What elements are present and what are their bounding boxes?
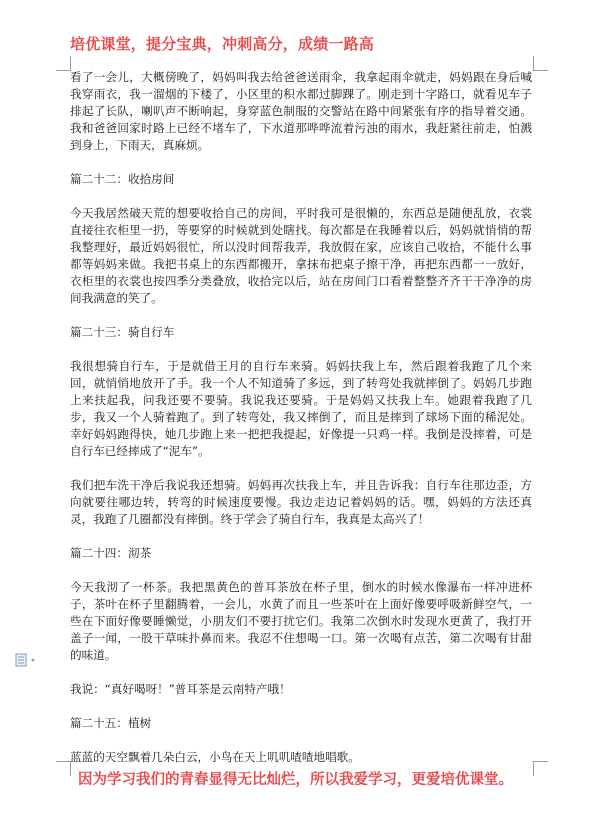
section-heading: 篇二十三：骑自行车 — [70, 325, 175, 339]
paragraph: 我说：“真好喝呀！”普耳茶是云南特产哦！ — [70, 682, 291, 696]
crop-mark-icon — [56, 761, 71, 776]
section-heading: 篇二十四：沏茶 — [70, 546, 152, 560]
paragraph: 今天我居然破天荒的想要收拾自己的房间，平时我可是很懒的，东西总是随便乱放，衣裳直接往衣柜里一扔，等要穿的时候就到处瞎找。每次都是在我睡着以后，妈妈就悄悄的帮我整理好，最近妈妈很忙，所以没时间帮我弄，我放假在家，应该自己收拾，不能什么事都等妈妈来做。我把书桌上的东西都搬开，拿抹布把桌子擦干净，再把东西都一一放好，衣柜里的衣裳也按四季分类叠放，收拾完以后，站在房间门口看着整整齐齐干干净净的房间我满意的笑了。 — [70, 206, 532, 305]
paragraph: 今天我沏了一杯茶。我把黑黄色的普耳茶放在杯子里，倒水的时候水像瀑布一样冲进杯子，茶叶在杯子里翻腾着，一会儿，水黄了而且一些茶叶在上面好像要呼吸新鲜空气，一些在下面好像要睡懒觉，小朋友们不要打扰它们。我第二次倒水时发现水更黄了，我打开盖子一闻，一股干草味扑鼻而来。我忍不住想喝一口。第一次喝有点苦，第二次喝有甘甜的味道。 — [70, 580, 532, 662]
crop-mark-icon — [533, 56, 548, 71]
paragraph: 我们把车洗干净后我说我还想骑。妈妈再次扶我上车，并且告诉我：自行车往那边歪，方向就要往哪边转，转弯的时候速度要慢。我边走边记着妈妈的话。嘿，妈妈的方法还真灵，我跑了几圈都没有摔倒。终于学会了骑自行车，我真是太高兴了！ — [70, 478, 532, 526]
footer-slogan: 因为学习我们的青春显得无比灿烂，所以我爱学习，更爱培优课堂。 — [78, 771, 513, 788]
paragraph: 蓝蓝的天空飘着几朵白云，小鸟在天上叽叽喳喳地唱歌。 — [70, 750, 360, 764]
crop-mark-icon — [56, 56, 71, 71]
document-icon[interactable] — [14, 652, 40, 666]
section-heading: 篇二十二：收拾房间 — [70, 172, 175, 186]
header-slogan: 培优课堂，提分宝典，冲刺高分，成绩一路高 — [70, 35, 375, 53]
crop-mark-icon — [533, 761, 548, 776]
paragraph: 我很想骑自行车，于是就借王月的自行车来骑。妈妈扶我上车，然后跟着我跑了几个来回，就悄悄地放开了手。我一个人不知道骑了多远，到了转弯处我就摔倒了。妈妈几步跑上来扶起我，问我还要不要骑。我说我还要骑。于是妈妈又扶我上车。她跟着我跑了几步，我又一个人骑着跑了。到了转弯处，我又摔倒了，而且是摔到了球场下面的稀泥处。幸好妈妈跑得快，她几步跑上来一把把我提起，好像提一只鸡一样。我倒是没摔着，可是自行车已经摔成了“泥车”。 — [70, 359, 532, 458]
document-body — [70, 69, 532, 783]
section-heading: 篇二十五：植树 — [70, 716, 152, 730]
paragraph: 看了一会儿，大概傍晚了，妈妈叫我去给爸爸送雨伞，我拿起雨伞就走，妈妈跟在身后喊我穿雨衣，我一溜烟的下楼了，小区里的积水都过脚踝了。刚走到十字路口，就看见车子排起了长队，喇叭声不断响起，身穿蓝色制服的交警站在路中间紧张有序的指导着交通。我和爸爸回家时路上已经不堵车了，下水道那哗哗流着污浊的雨水，我赶紧往前走，怕溅到身上，下雨天，真麻烦。 — [70, 70, 532, 152]
